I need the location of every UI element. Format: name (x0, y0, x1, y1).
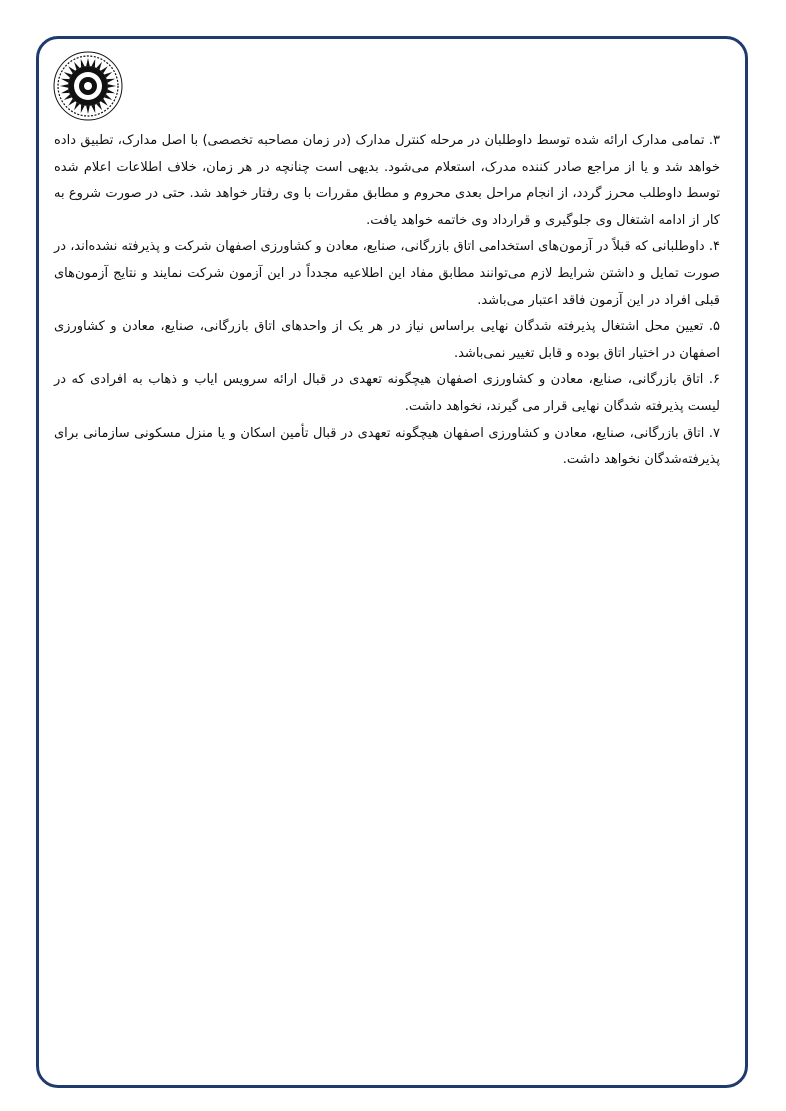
paragraph-3: ۳. تمامی مدارک ارائه شده توسط داوطلبان در مرحله کنترل مدارک (در زمان مصاحبه تخصصی) با اصل مدارک، تطبیق داده خواهد شد و یا از مراجع صادر کننده مدرک، استعلام می‌شود. بدیهی است چنانچه در هر زمان، خلاف اطلاعات اعلام شده توسط داوطلب محرز گردد، از انجام مراحل بعدی محروم و مطابق مقررات با وی رفتار خواهد شد. حتی در صورت شروع به کار از ادامه اشتغال وی جلوگیری و قرارداد وی خاتمه خواهد یافت. (54, 133, 720, 228)
paragraph-5: ۵. تعیین محل اشتغال پذیرفته شدگان نهایی براساس نیاز در هر یک از واحدهای اتاق بازرگانی، صنایع، معادن و کشاورزی اصفهان در اختیار اتاق بوده و قابل تغییر نمی‌باشد. (54, 319, 720, 361)
document-body (54, 128, 720, 474)
paragraph-4: ۴. داوطلبانی که قبلاً در آزمون‌های استخدامی اتاق بازرگانی، صنایع، معادن و کشاورزی اصفهان شرکت و پذیرفته نشده‌اند، در صورت تمایل و داشتن شرایط لازم می‌توانند مطابق مفاد این اطلاعیه مجدداً در این آزمون شرکت نمایند و نتایج آزمون‌های قبلی افراد در این آزمون فاقد اعتبار می‌باشد. (54, 239, 720, 308)
paragraph-7: ۷. اتاق بازرگانی، صنایع، معادن و کشاورزی اصفهان هیچگونه تعهدی در قبال تأمین اسکان و یا منزل مسکونی سازمانی برای پذیرفته‌شدگان نخواهد داشت. (54, 425, 720, 468)
chamber-logo-icon (52, 50, 124, 122)
paragraph-6: ۶. اتاق بازرگانی، صنایع، معادن و کشاورزی اصفهان هیچگونه تعهدی در قبال ارائه سرویس ایاب و ذهاب به افرادی که در لیست پذیرفته شدگان نهایی قرار می گیرند، نخواهد داشت. (54, 372, 720, 414)
